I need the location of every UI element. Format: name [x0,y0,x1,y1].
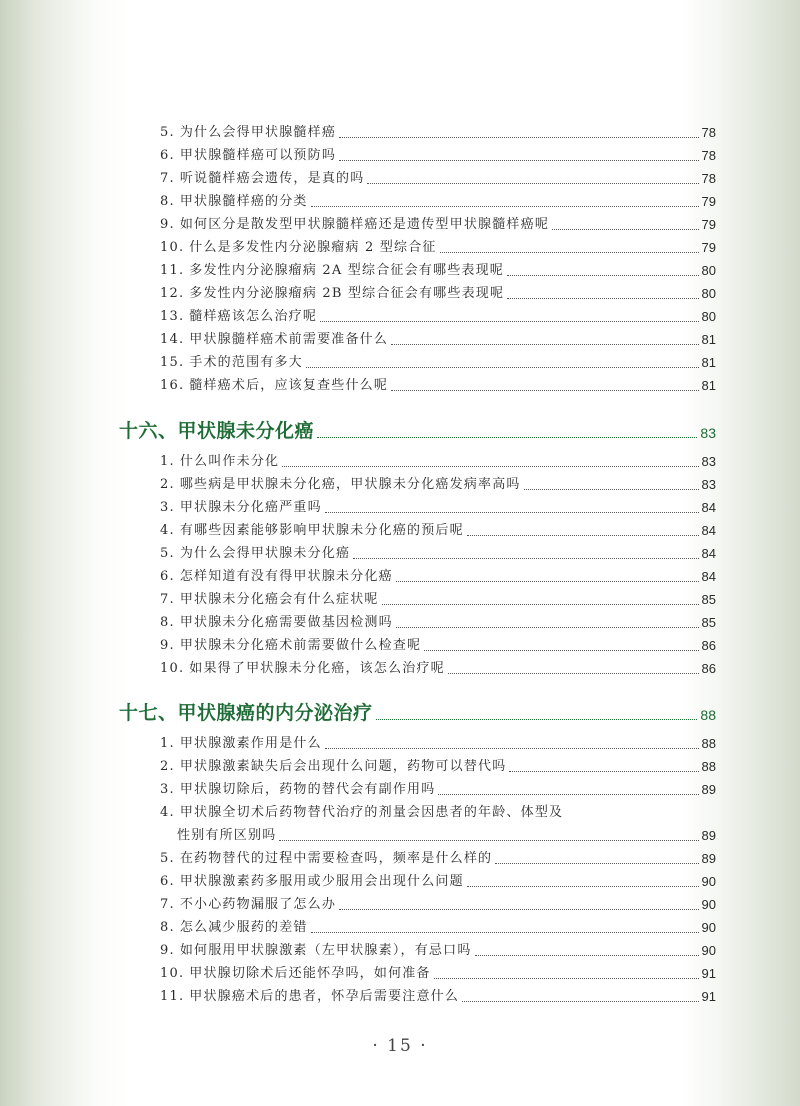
entry-number: 9. [160,638,175,653]
entry-title: 哪些病是甲状腺未分化癌，甲状腺未分化癌发病率高吗 [179,477,521,492]
entry-number: 16. [160,378,185,393]
entry-number: 4. [160,805,175,820]
dot-leader [509,770,698,772]
entry-number: 11. [160,989,185,1004]
entry-number: 15. [160,355,185,370]
entry-page-number: 79 [701,194,716,209]
entry-title: 甲状腺髓样癌可以预防吗 [179,148,337,163]
dot-leader [448,672,699,674]
toc-entry [160,449,716,471]
dot-leader [440,251,699,253]
entry-number: 5. [160,851,175,866]
entry-page-number: 91 [701,966,716,981]
entry-title: 甲状腺未分化癌严重吗 [179,500,322,515]
page-number: · 15 · [372,1036,428,1056]
section-heading [119,697,716,725]
dot-leader [424,649,698,651]
dot-leader [462,1000,698,1002]
toc-entry [160,472,716,494]
toc-entry [160,258,716,280]
entry-number: 9. [160,943,175,958]
dot-leader [507,297,698,299]
dot-leader [475,954,699,956]
dot-leader [467,534,699,536]
entry-page-number: 84 [701,546,716,561]
entry-number: 6. [160,569,175,584]
section-page-number: 88 [700,707,716,723]
toc-entry [160,541,716,563]
dot-leader [325,747,699,749]
section-page-number: 83 [700,425,716,441]
section-title: 十七、甲状腺癌的内分泌治疗 [119,702,373,724]
entry-number: 13. [160,309,185,324]
entry-title: 手术的范围有多大 [189,355,303,370]
entry-page-number: 80 [701,309,716,324]
toc-entry [160,350,716,372]
toc-entry [160,166,716,188]
entry-page-number: 79 [701,240,716,255]
dot-leader [339,136,699,138]
entry-number: 10. [160,966,185,981]
entry-title: 髓样癌该怎么治疗呢 [189,309,318,324]
toc-entry [160,189,716,211]
entry-title: 听说髓样癌会遗传，是真的吗 [179,171,365,186]
entry-title: 甲状腺全切术后药物替代治疗的剂量会因患者的年龄、体型及 [179,805,564,820]
toc-entry [160,846,716,868]
toc-entry [160,938,716,960]
entry-page-number: 88 [701,759,716,774]
dot-leader [282,465,698,467]
entry-page-number: 81 [701,332,716,347]
dot-leader [434,977,699,979]
entry-number: 7. [160,592,175,607]
toc-entry [160,777,716,799]
entry-title: 甲状腺未分化癌需要做基因检测吗 [179,615,393,630]
entry-number: 14. [160,332,185,347]
entry-page-number: 80 [701,286,716,301]
dot-leader [391,389,698,391]
entry-title: 怎样知道有没有得甲状腺未分化癌 [179,569,393,584]
entry-title: 什么是多发性内分泌腺瘤病 2 型综合征 [189,240,437,255]
dot-leader [376,718,698,720]
entry-number: 3. [160,782,175,797]
toc-entry [160,754,716,776]
entry-title: 甲状腺髓样癌的分类 [179,194,308,209]
entry-page-number: 85 [701,592,716,607]
toc-entry [160,915,716,937]
entry-page-number: 79 [701,217,716,232]
entry-number: 4. [160,523,175,538]
entry-page-number: 86 [701,661,716,676]
toc-entry [160,633,716,655]
toc-entry [160,984,716,1006]
dot-leader [367,182,698,184]
toc-entry [160,143,716,165]
entry-title: 髓样癌术后，应该复查些什么呢 [189,378,389,393]
toc-entry [160,281,716,303]
entry-title: 如何服用甲状腺激素（左甲状腺素），有忌口吗 [179,943,472,958]
entry-title: 甲状腺癌术后的患者，怀孕后需要注意什么 [189,989,460,1004]
section-title: 十六、甲状腺未分化癌 [119,420,315,442]
entry-number: 10. [160,661,185,676]
entry-page-number: 90 [701,943,716,958]
dot-leader [524,488,699,490]
dot-leader [438,793,698,795]
dot-leader [552,228,699,230]
entry-page-number: 78 [701,171,716,186]
toc-entry [160,327,716,349]
entry-number: 6. [160,148,175,163]
entry-title: 在药物替代的过程中需要检查吗，频率是什么样的 [179,851,493,866]
entry-number: 12. [160,286,185,301]
entry-number: 7. [160,171,175,186]
entry-number: 5. [160,125,175,140]
dot-leader [311,205,699,207]
entry-number: 1. [160,736,175,751]
entry-title: 甲状腺未分化癌术前需要做什么检查呢 [179,638,422,653]
dot-leader [382,603,699,605]
dot-leader [391,343,698,345]
entry-page-number: 81 [701,355,716,370]
dot-leader [467,885,699,887]
entry-number: 11. [160,263,185,278]
entry-title: 如何区分是散发型甲状腺髓样癌还是遗传型甲状腺髓样癌呢 [179,217,550,232]
entry-title: 不小心药物漏服了怎么办 [179,897,337,912]
toc-entry [160,610,716,632]
dot-leader [325,511,699,513]
entry-title: 多发性内分泌腺瘤病 2A 型综合征会有哪些表现呢 [189,263,505,278]
entry-title: 有哪些因素能够影响甲状腺未分化癌的预后呢 [179,523,464,538]
toc-entry [160,961,716,983]
entry-page-number: 84 [701,569,716,584]
toc-entry [160,212,716,234]
entry-number: 2. [160,759,175,774]
dot-leader [507,274,699,276]
toc-entry [160,564,716,586]
entry-title-continued: 性别有所区别吗 [177,828,277,843]
dot-leader [306,366,699,368]
entry-page-number: 89 [701,851,716,866]
entry-page-number: 89 [701,782,716,797]
dot-leader [339,908,699,910]
entry-number: 8. [160,615,175,630]
entry-page-number: 81 [701,378,716,393]
toc-entry [160,304,716,326]
entry-title: 为什么会得甲状腺髓样癌 [179,125,337,140]
entry-title: 甲状腺髓样癌术前需要准备什么 [189,332,389,347]
entry-number: 5. [160,546,175,561]
section-heading [119,415,716,443]
entry-page-number: 86 [701,638,716,653]
entry-page-number: 84 [701,500,716,515]
entry-page-number: 83 [701,477,716,492]
entry-title: 甲状腺未分化癌会有什么症状呢 [179,592,379,607]
entry-page-number: 91 [701,989,716,1004]
toc-entry [160,120,716,142]
entry-title: 什么叫作未分化 [179,454,280,469]
toc-entry [160,892,716,914]
entry-number: 6. [160,874,175,889]
entry-title: 怎么减少服药的差错 [179,920,308,935]
entry-page-number: 88 [701,736,716,751]
entry-number: 10. [160,240,185,255]
entry-number: 8. [160,920,175,935]
entry-number: 3. [160,500,175,515]
entry-title: 为什么会得甲状腺未分化癌 [179,546,351,561]
dot-leader [495,862,698,864]
dot-leader [396,626,699,628]
entry-number: 9. [160,217,175,232]
toc-entry [160,800,716,822]
entry-number: 1. [160,454,175,469]
entry-number: 2. [160,477,175,492]
toc-entry [160,235,716,257]
dot-leader [279,839,698,841]
entry-page-number: 83 [701,454,716,469]
toc-entry [160,495,716,517]
entry-title: 甲状腺激素缺失后会出现什么问题，药物可以替代吗 [179,759,507,774]
toc-entry [160,373,716,395]
entry-number: 7. [160,897,175,912]
dot-leader [353,557,698,559]
entry-title: 甲状腺切除术后还能怀孕吗，如何准备 [189,966,431,981]
entry-title: 甲状腺切除后，药物的替代会有副作用吗 [179,782,436,797]
entry-page-number: 90 [701,920,716,935]
entry-page-number: 78 [701,148,716,163]
dot-leader [396,580,699,582]
entry-title: 多发性内分泌腺瘤病 2B 型综合征会有哪些表现呢 [189,286,505,301]
dot-leader [320,320,698,322]
entry-page-number: 80 [701,263,716,278]
toc-entry [160,656,716,678]
toc-entry [160,869,716,891]
entry-page-number: 90 [701,897,716,912]
dot-leader [317,436,697,438]
dot-leader [311,931,699,933]
entry-number: 8. [160,194,175,209]
toc-entry [160,587,716,609]
dot-leader [339,159,699,161]
entry-page-number: 84 [701,523,716,538]
entry-page-number: 78 [701,125,716,140]
entry-page-number: 90 [701,874,716,889]
entry-title: 如果得了甲状腺未分化癌，该怎么治疗呢 [189,661,445,676]
toc-entry [160,731,716,753]
entry-page-number: 89 [701,828,716,843]
entry-title: 甲状腺激素作用是什么 [179,736,322,751]
entry-page-number: 85 [701,615,716,630]
entry-title: 甲状腺激素药多服用或少服用会出现什么问题 [179,874,464,889]
toc-entry [160,518,716,540]
toc-entry-continued [177,823,716,845]
